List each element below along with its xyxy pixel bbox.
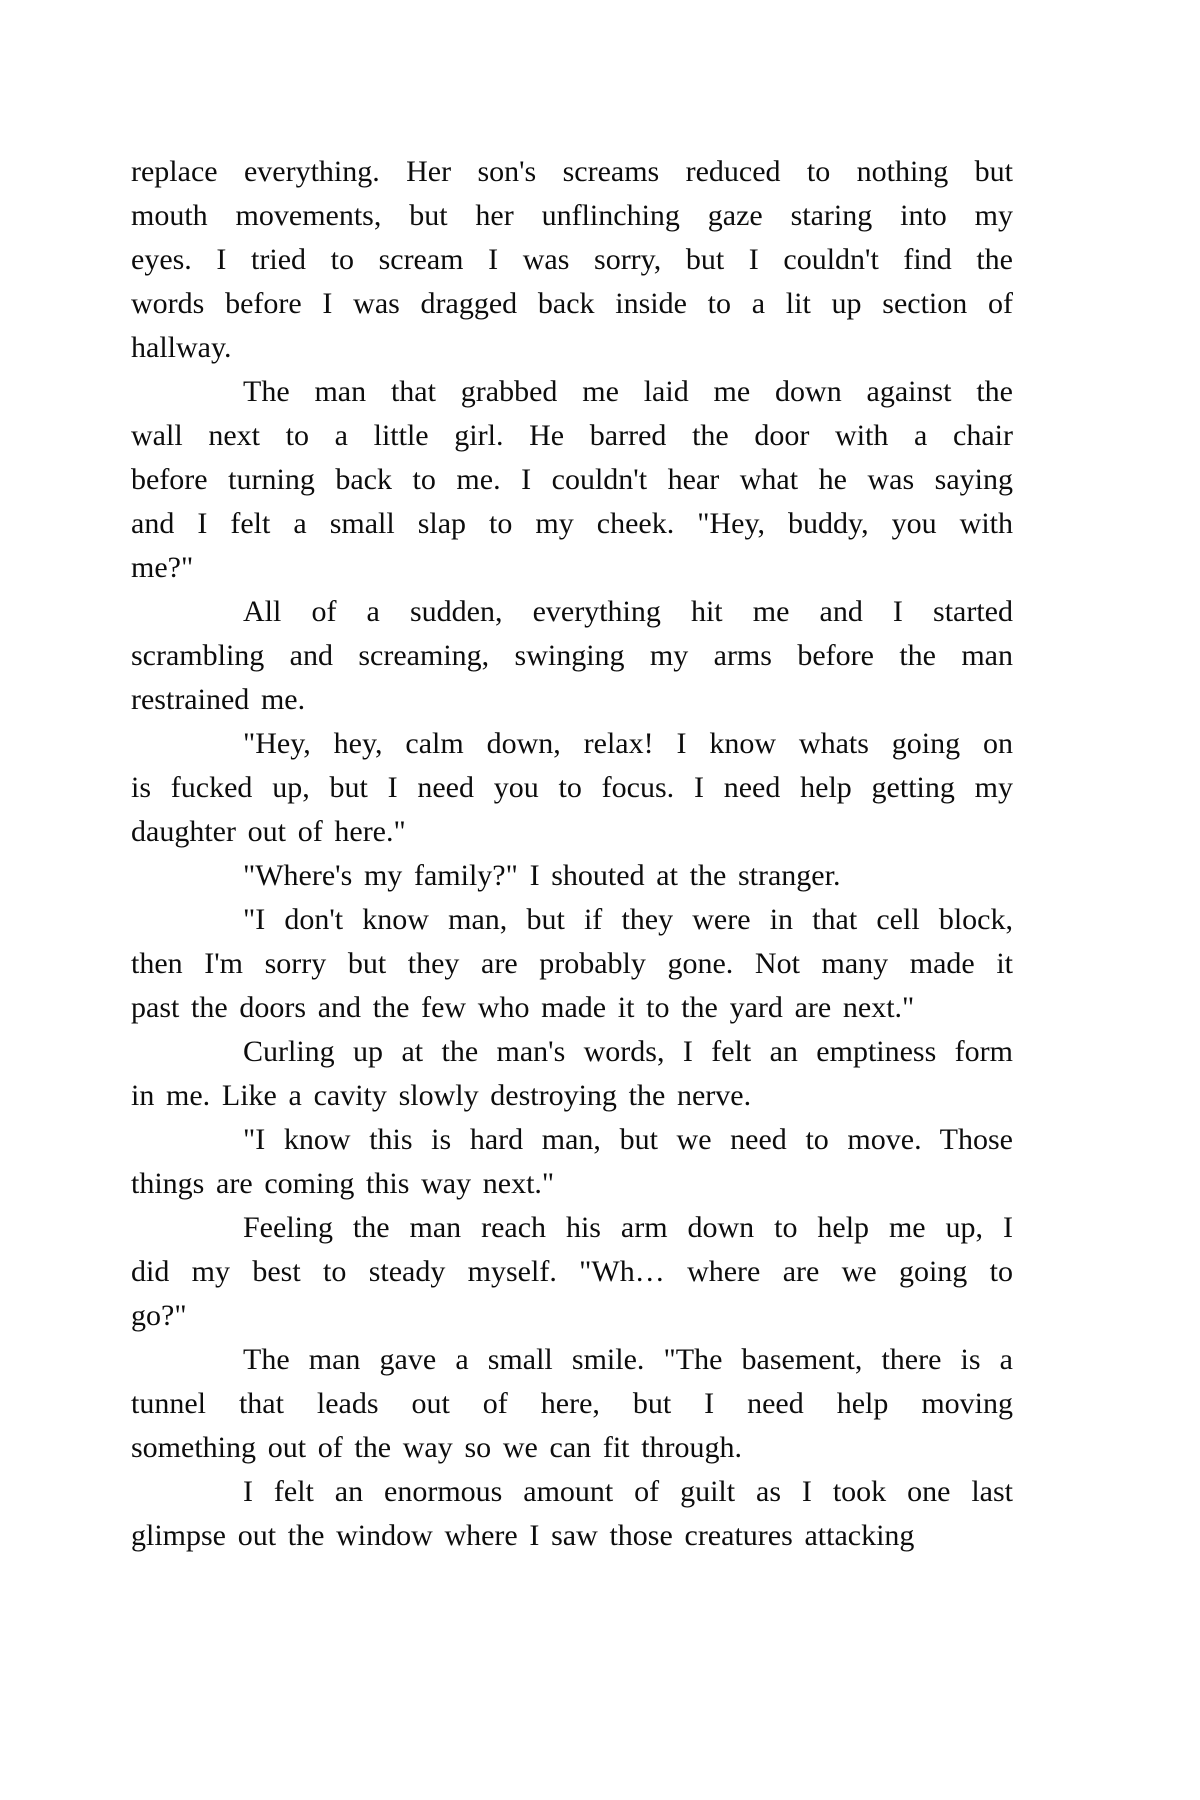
text-line: things are coming this way next.": [131, 1167, 555, 1200]
text-line: wall next to a little girl. He barred the door with a chair: [131, 419, 1013, 452]
paragraph: [131, 150, 1013, 370]
text-line: and I felt a small slap to my cheek. "Hey, buddy, you with: [131, 507, 1013, 540]
paragraph: [131, 1470, 1013, 1558]
paragraph: [131, 590, 1013, 722]
text-line: "Where's my family?" I shouted at the stranger.: [243, 859, 841, 892]
text-line: then I'm sorry but they are probably gone. Not many made it: [131, 947, 1013, 980]
text-block: [131, 150, 1013, 1558]
text-line: did my best to steady myself. "Wh… where are we going to: [131, 1255, 1013, 1288]
text-line: tunnel that leads out of here, but I need help moving: [131, 1387, 1013, 1420]
text-line: All of a sudden, everything hit me and I started: [243, 595, 1013, 628]
text-line: hallway.: [131, 331, 232, 364]
paragraph: [131, 722, 1013, 854]
text-line: The man gave a small smile. "The basement, there is a: [243, 1343, 1013, 1376]
text-line: me?": [131, 551, 194, 584]
text-line: eyes. I tried to scream I was sorry, but I couldn't find the: [131, 243, 1013, 276]
text-line: in me. Like a cavity slowly destroying the nerve.: [131, 1079, 752, 1112]
text-line: "I don't know man, but if they were in that cell block,: [243, 903, 1013, 936]
text-line: "Hey, hey, calm down, relax! I know whats going on: [243, 727, 1013, 760]
text-line: scrambling and screaming, swinging my arms before the man: [131, 639, 1013, 672]
text-line: I felt an enormous amount of guilt as I took one last: [243, 1475, 1013, 1508]
paragraph: [131, 370, 1013, 590]
text-line: restrained me.: [131, 683, 306, 716]
paragraph: [131, 1030, 1013, 1118]
text-line: mouth movements, but her unflinching gaze staring into my: [131, 199, 1013, 232]
paragraph: [131, 854, 1013, 898]
text-line: go?": [131, 1299, 187, 1332]
text-line: The man that grabbed me laid me down against the: [243, 375, 1013, 408]
text-line: glimpse out the window where I saw those creatures attacking: [131, 1519, 915, 1552]
paragraph: [131, 1206, 1013, 1338]
text-line: before turning back to me. I couldn't hear what he was saying: [131, 463, 1013, 496]
paragraph: [131, 898, 1013, 1030]
text-line: is fucked up, but I need you to focus. I need help getting my: [131, 771, 1013, 804]
text-line: replace everything. Her son's screams reduced to nothing but: [131, 155, 1013, 188]
text-line: words before I was dragged back inside to a lit up section of: [131, 287, 1013, 320]
text-line: past the doors and the few who made it to the yard are next.": [131, 991, 915, 1024]
text-line: Feeling the man reach his arm down to help me up, I: [243, 1211, 1013, 1244]
text-line: something out of the way so we can fit through.: [131, 1431, 743, 1464]
paragraph: [131, 1338, 1013, 1470]
text-line: daughter out of here.": [131, 815, 406, 848]
text-line: Curling up at the man's words, I felt an emptiness form: [243, 1035, 1013, 1068]
text-line: "I know this is hard man, but we need to move. Those: [243, 1123, 1013, 1156]
paragraph: [131, 1118, 1013, 1206]
